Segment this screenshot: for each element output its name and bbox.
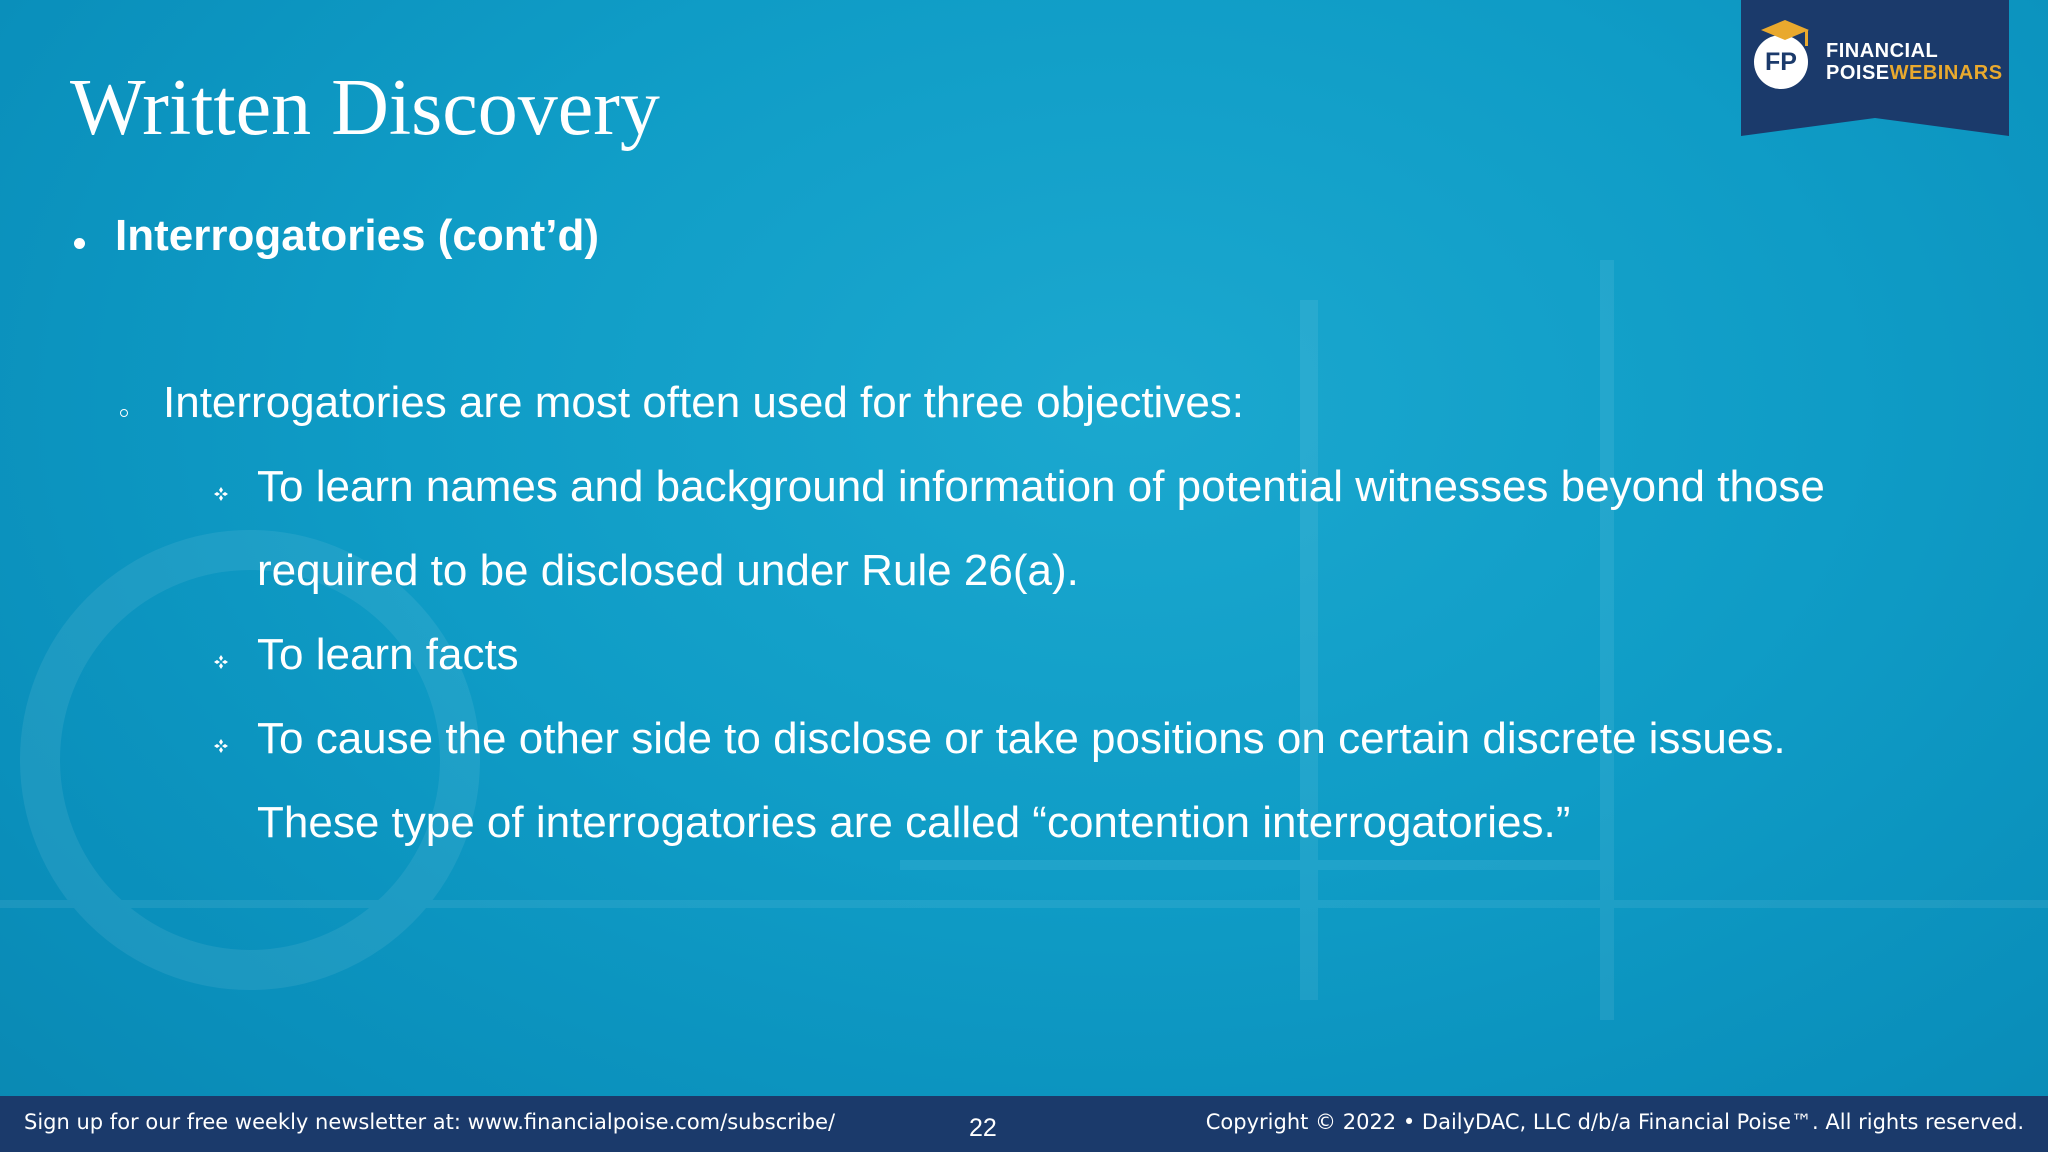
- page-number: 22: [969, 1114, 997, 1142]
- slide-title: Written Discovery: [70, 64, 660, 152]
- newsletter-signup-text: Sign up for our free weekly newsletter at: www.financialpoise.com/subscribe/: [24, 1110, 836, 1134]
- objective-3-line2: These type of interrogatories are called “contention interrogatories.”: [257, 798, 1571, 847]
- logo-webinars: WEBINARS: [1889, 62, 2003, 84]
- logo-poise: POISE: [1826, 62, 1890, 84]
- objective-3-line1: To cause the other side to disclose or take positions on certain discrete issues.: [257, 714, 1786, 763]
- footer-bar: [0, 1096, 2048, 1152]
- diamond-bullet-icon: [214, 655, 228, 669]
- logo-line2: [1826, 62, 2003, 84]
- bullet-level2: Interrogatories are most often used for three objectives:: [163, 378, 1245, 427]
- diamond-bullet-icon: [214, 739, 228, 753]
- bullet-level1: Interrogatories (cont’d): [115, 211, 600, 260]
- copyright-text: Copyright © 2022 • DailyDAC, LLC d/b/a Financial Poise™. All rights reserved.: [1205, 1110, 2024, 1134]
- financial-poise-logo: [1739, 0, 2011, 142]
- diamond-bullet-icon: [214, 487, 228, 501]
- bullet-circle-icon: [120, 409, 128, 417]
- objective-1-line2: required to be disclosed under Rule 26(a).: [257, 546, 1079, 595]
- objective-2-line1: To learn facts: [257, 630, 519, 679]
- objective-1-line1: To learn names and background information of potential witnesses beyond those: [257, 462, 1825, 511]
- bullet-dot-icon: [74, 238, 85, 249]
- logo-wordmark: [1826, 40, 2003, 84]
- logo-line1: FINANCIAL: [1826, 40, 1939, 62]
- logo-monogram: FP: [1765, 48, 1797, 76]
